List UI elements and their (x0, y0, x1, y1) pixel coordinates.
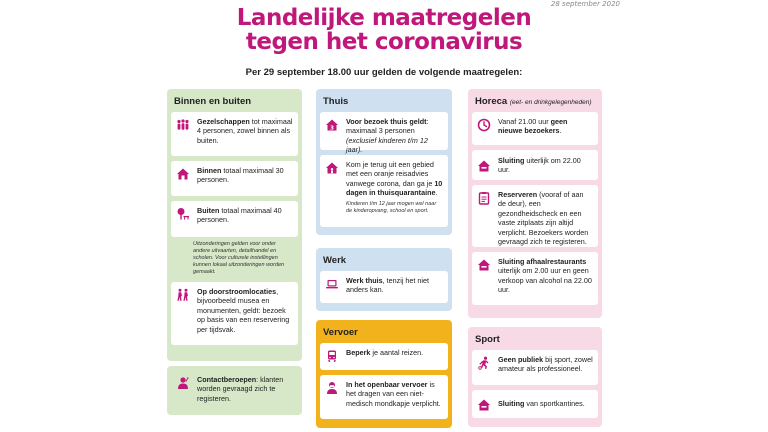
measure-text: Buiten totaal maximaal 40 personen. (197, 206, 282, 225)
measure-text: Voor bezoek thuis geldt: maximaal 3 personen (exclusief kinderen t/m 12 jaar). (346, 117, 429, 155)
measure-text: Gezelschappen tot maximaal 4 personen, zowel binnen als buiten. (197, 117, 293, 145)
measure-text: Vanaf 21.00 uur geen nieuwe bezoekers. (498, 117, 568, 136)
measure-card (171, 112, 298, 156)
section-heading: Sport (475, 334, 500, 345)
closed-building-icon (477, 398, 491, 412)
laptop-icon (325, 277, 339, 291)
section-werk (316, 248, 452, 311)
measure-card (472, 252, 598, 305)
clock-icon (477, 118, 491, 132)
publication-date: 28 september 2020 (550, 0, 620, 8)
measure-card (320, 112, 448, 155)
section-heading: Thuis (323, 96, 349, 107)
measure-note: Kinderen t/m 12 jaar mogen wel naar de kinderopvang, school en sport. (346, 200, 437, 214)
measure-card (472, 150, 598, 180)
section-heading: Vervoer (323, 327, 358, 338)
measure-card (171, 282, 298, 345)
section-heading: Binnen en buiten (174, 96, 252, 107)
section-thuis (316, 89, 452, 235)
section-vervoer (316, 320, 452, 428)
measure-card (472, 112, 598, 145)
measure-card (320, 375, 448, 419)
measure-text: Contactberoepen: klanten worden gevraagd zich te registeren. (197, 375, 284, 403)
walking-people-icon (176, 288, 190, 302)
measure-card (171, 201, 298, 237)
house-visit-icon (325, 118, 339, 132)
measure-card (171, 370, 298, 411)
measure-card (320, 155, 448, 227)
section-contactberoepen (167, 366, 302, 415)
measure-card (320, 343, 448, 370)
measure-text: Reserveren (vooraf of aan de deur), een gezondheidscheck en een vaste zitplaats zijn altijd verplicht. Bezoekers worden gevraagd zich te registeren. (498, 190, 589, 247)
measure-text: Sluiting van sportkantines. (498, 399, 585, 409)
measure-text: Binnen totaal maximaal 30 personen. (197, 166, 284, 185)
quarantine-house-icon (325, 161, 339, 175)
face-mask-icon (325, 381, 339, 395)
closed-building-icon (477, 159, 491, 173)
running-person-icon (477, 356, 491, 370)
people-group-icon (176, 118, 190, 132)
measure-text: Sluiting uiterlijk om 22.00 uur. (498, 155, 581, 174)
section-heading: Horeca (eet- en drinkgelegenheden) (475, 96, 592, 107)
hairdresser-icon (176, 376, 190, 390)
section-sport (468, 327, 602, 427)
measure-card (472, 390, 598, 418)
clipboard-icon (477, 191, 491, 205)
tree-bench-icon (176, 207, 190, 221)
measure-text: Sluiting afhaalrestaurants uiterlijk om 2.00 uur en geen verkoop van alcohol na 22.00 uur. (498, 257, 592, 295)
measure-text: In het openbaar vervoer is het dragen van een niet-medisch mondkapje verplicht. (346, 380, 441, 408)
page-title-line2: tegen het coronavirus (245, 29, 523, 55)
train-icon (325, 349, 339, 363)
measure-card (320, 271, 448, 303)
exceptions-note: Uitzonderingen gelden voor onder andere uitvaarten, detailhandel en scholen. Voor culturele instellingen kunnen lokaal uitzonderingen worden gemaakt. (193, 241, 285, 275)
measure-text: Kom je terug uit een gebied met een oranje reisadvies vanwege corona, dan ga je 10 dagen in thuisquarantaine. (346, 160, 443, 198)
measure-text: Werk thuis, tenzij het niet anders kan. (346, 276, 429, 295)
closed-building-icon (477, 258, 491, 272)
svg-text:3: 3 (330, 125, 334, 132)
page-subtitle: Per 29 september 18.00 uur gelden de volgende maatregelen: (245, 67, 523, 78)
section-heading: Werk (323, 255, 347, 266)
measure-card (472, 350, 598, 385)
section-binnen-en-buiten (167, 89, 302, 361)
section-horeca (468, 89, 602, 318)
measure-text: Op doorstroomlocaties, bijvoorbeeld musea en monumenten, geldt: bezoek op basis van een reservering per tijdsvak. (197, 287, 290, 334)
page-title-line1: Landelijke maatregelen (236, 5, 532, 31)
measure-text: Geen publiek bij sport, zowel amateur als professioneel. (498, 355, 593, 374)
measure-card (472, 185, 598, 247)
measure-card (171, 161, 298, 196)
house-icon (176, 167, 190, 181)
measure-text: Beperk je aantal reizen. (346, 348, 424, 357)
